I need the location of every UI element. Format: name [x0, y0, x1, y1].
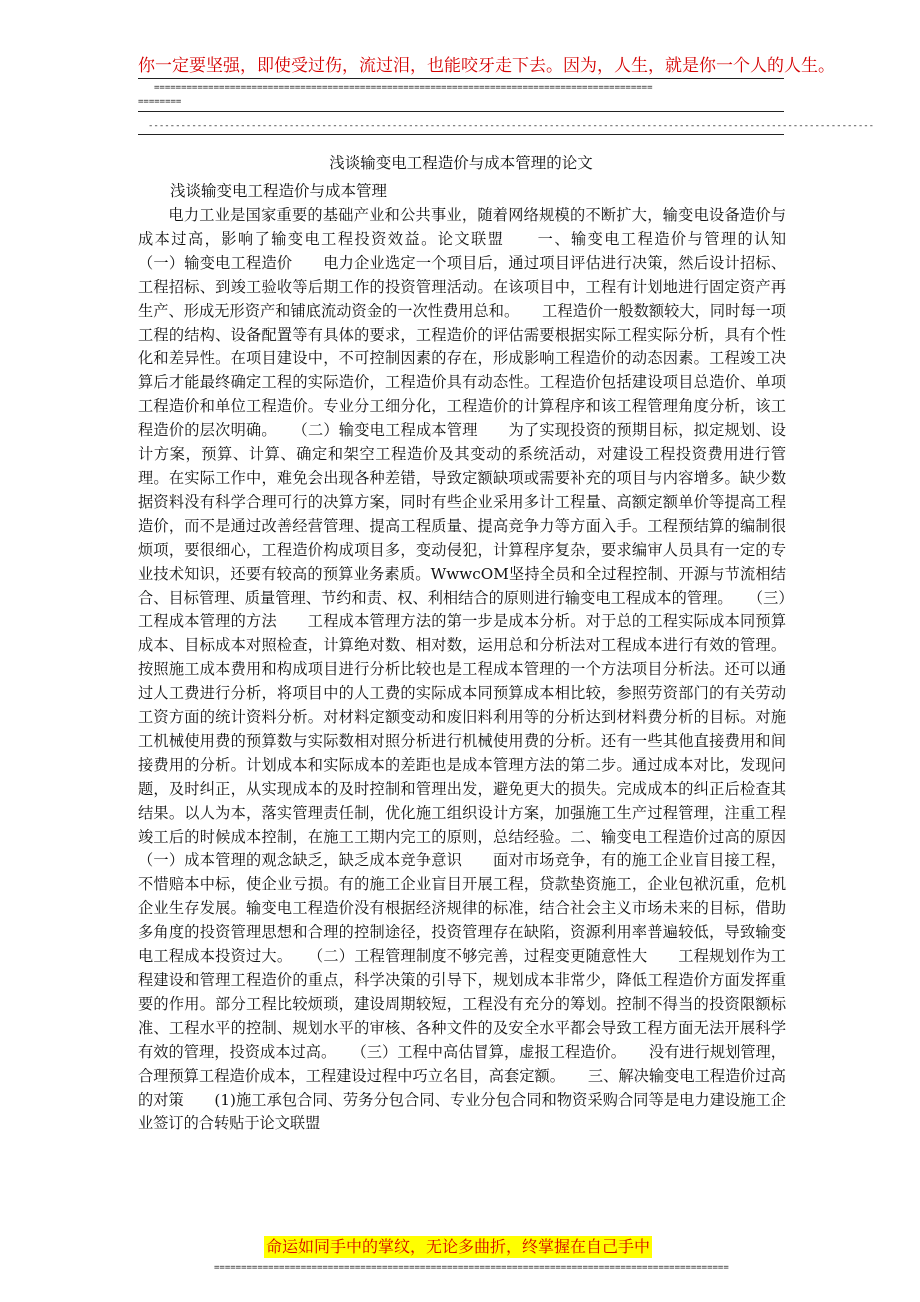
header-quote: 你一定要坚强，即使受过伤，流过泪，也能咬牙走下去。因为，人生，就是你一个人的人生。: [138, 56, 835, 76]
header-rule-bottom: [138, 134, 784, 135]
header-dash-line: --------------------------------------------------------------------------------------------------------------------------------------: [148, 121, 875, 131]
document-body: 电力工业是国家重要的基础产业和公共事业，随着网络规模的不断扩大，输变电设备造价与成本过高，影响了输变电工程投资效益。论文联盟 一、输变电工程造价与管理的认知 （一）输变电工程造价 电力企业选定一个项目后，通过项目评估进行决策，然后设计招标、工程招标、到竣工验收等后期工作的投资管理活动。在该项目中，工程有计划地进行固定资产再生产、形成无形资产和铺底流动资金的一次性费用总和。 工程造价一般数额较大，同时每一项工程的结构、设备配置等有具体的要求，工程造价的评估需要根据实际工程实际分析，具有个性化和差异性。在项目建设中，不可控制因素的存在，形成影响工程造价的动态因素。工程竣工决算后才能最终确定工程的实际造价，工程造价具有动态性。工程造价包括建设项目总造价、单项工程造价和单位工程造价。专业分工细分化，工程造价的计算程序和该工程管理角度分析，该工程造价的层次明确。 （二）输变电工程成本管理 为了实现投资的预期目标，拟定规划、设计方案，预算、计算、确定和架空工程造价及其变动的系统活动，对建设工程投资费用进行管理。在实际工作中，难免会出现各种差错，导致定额缺项或需要补充的项目与内容增多。缺少数据资料没有科学合理可行的决算方案，同时有些企业采用多计工程量、高额定额单价等提高工程造价，而不是通过改善经营管理、提高工程质量、提高竞争力等方面入手。工程预结算的编制很烦项，要很细心，工程造价构成项目多，变动侵犯，计算程序复杂，要求编审人员具有一定的专业技术知识，还要有较高的预算业务素质。WwwcOM坚持全员和全过程控制、开源与节流相结合、目标管理、质量管理、节约和责、权、利相结合的原则进行输变电工程成本的管理。 （三）工程成本管理的方法 工程成本管理方法的第一步是成本分析。对于总的工程实际成本同预算成本、目标成本对照检查，计算绝对数、相对数，运用总和分析法对工程成本进行有效的管理。按照施工成本费用和构成项目进行分析比较也是工程成本管理的一个方法项目分析法。还可以通过人工费进行分析，将项目中的人工费的实际成本同预算成本相比较，参照劳资部门的有关劳动工资方面的统计资料分析。对材料定额变动和废旧料利用等的分析达到材料费分析的目标。对施工机械使用费的预算数与实际数相对照分析进行机械使用费的分析。还有一些其他直接费用和间接费用的分析。计划成本和实际成本的差距也是成本管理方法的第二步。通过成本对比，发现问题，及时纠正，从实现成本的及时控制和管理出发，避免更大的损失。完成成本的纠正后检查其结果。以人为本，落实管理责任制，优化施工组织设计方案，加强施工生产过程管理，注重工程竣工后的时候成本控制，在施工工期内完工的原则，总结经验。二、输变电工程造价过高的原因 （一）成本管理的观念缺乏，缺乏成本竞争意识 面对市场竞争，有的施工企业盲目接工程，不惜赔本中标，使企业亏损。有的施工企业盲目开展工程，贷款垫资施工，企业包袱沉重，危机企业生存发展。输变电工程造价没有根据经济规律的标准，结合社会主义市场未来的目标，借助多角度的投资管理思想和合理的控制途径，投资管理存在缺陷，资源利用率普遍较低，导致输变电工程成本投资过大。 （二）工程管理制度不够完善，过程变更随意性大 工程规划作为工程建设和管理工程造价的重点，科学决策的引导下，规划成本非常少，降低工程造价方面发挥重要的作用。部分工程比较烦琐，建设周期较短，工程没有充分的筹划。控制不得当的投资限额标准、工程水平的控制、规划水平的审核、各种文件的及安全水平都会导致工程方面无法开展科学有效的管理，投资成本过高。 （三）工程中高估冒算，虚报工程造价。 没有进行规划管理，合理预算工程造价成本，工程建设过程中巧立名目，高套定额。 三、解决输变电工程造价过高的对策 (1)施工承包合同、劳务分包合同、专业分包合同和物资采购合同等是电力建设施工企业签订的合转贴于论文联盟: [138, 206, 817, 1133]
header-rule-middle: [138, 111, 784, 112]
footer-quote: 命运如同手中的掌纹，无论多曲折，终掌握在自己手中: [266, 1237, 651, 1256]
header-equals-line: ============================================================================================: [154, 83, 653, 93]
footer-equals-line: ===============================================================================================: [214, 1263, 729, 1273]
document-title: 浅谈输变电工程造价与成本管理的论文: [329, 154, 593, 172]
document-subtitle: 浅谈输变电工程造价与成本管理: [170, 182, 388, 200]
header-rule-top: [138, 78, 784, 79]
header-equals-line-continuation: ========: [138, 97, 182, 107]
